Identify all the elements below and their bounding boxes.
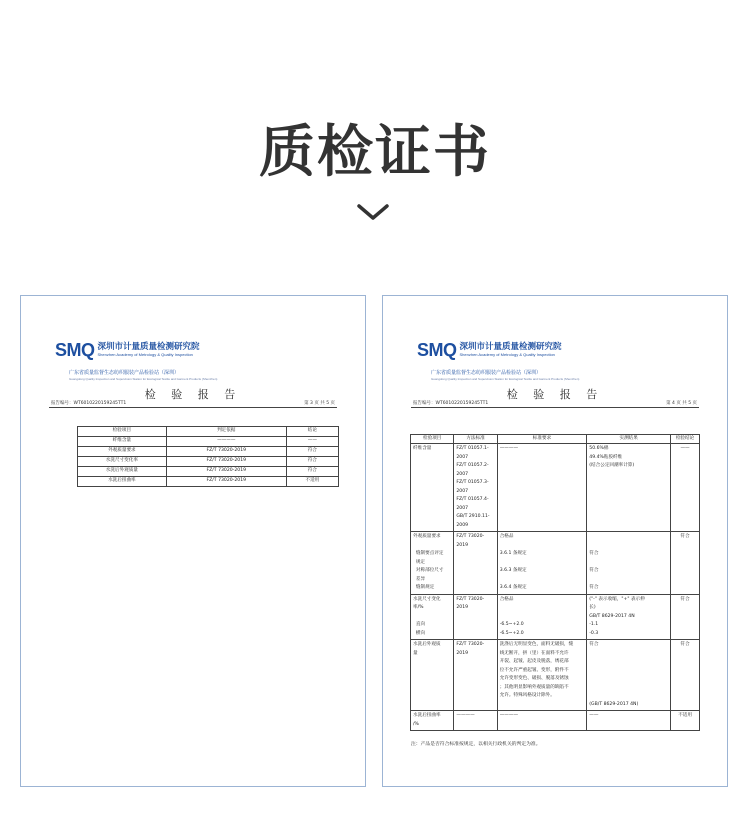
table-cell: FZ/T 01057.1- 2007 FZ/T 01057.2- 2007 FZ/T 01057.3- 2007 FZ/T 01057.4- 2007 GB/T 2910.11- 2009 (454, 444, 497, 532)
table-cell: 符合 (286, 457, 338, 467)
results-table (77, 426, 339, 487)
table-cell: 符合 (GB/T 8629-2017 4N) (587, 640, 671, 711)
table-cell: —— (671, 444, 700, 532)
table-header: 实测结果 (587, 435, 671, 444)
table-header: 检验项目 (411, 435, 454, 444)
table-cell: FZ/T 73020-2019 (166, 467, 286, 477)
table-cell: 符合 (286, 467, 338, 477)
results-table (410, 434, 700, 731)
station-name: 广东省质量监督生态纺织服装产品检验站（深圳） (431, 370, 542, 376)
table-cell: 合格品 -6.5~+2.0 -6.5~+2.0 (497, 594, 587, 640)
table-cell: 符合 (671, 532, 700, 595)
table-row (78, 457, 339, 467)
report-title: 检 验 报 告 (144, 388, 242, 401)
table-cell: FZ/T 73020-2019 (166, 477, 286, 487)
certificate-page-4[interactable] (382, 295, 728, 787)
table-cell: ———— (454, 711, 497, 731)
table-cell: 符合 (286, 447, 338, 457)
table-cell: FZ/T 73020- 2019 (454, 640, 497, 711)
institute-name-en: Shenzhen Academy of Metrology & Quality Inspection (459, 351, 555, 357)
table-cell: 50.6%棉 49.4%粘胶纤维 (结合公定回潮率计算) (587, 444, 671, 532)
table-cell: FZ/T 73020- 2019 (454, 594, 497, 640)
station-name-en: Guangdong Quality Inspection and Supervision Station for Ecological Textile and Garment Products (Shenzhen) (69, 377, 218, 381)
station-name-en: Guangdong Quality Inspection and Supervision Station for Ecological Textile and Garment Products (Shenzhen) (431, 377, 580, 381)
report-title: 检 验 报 告 (506, 388, 604, 401)
table-cell: ———— (166, 437, 286, 447)
table-header: 检验结论 (671, 435, 700, 444)
report-number: 报告编号：WT6010220159245TT1 (413, 401, 489, 406)
table-cell: 纤维含量 (78, 437, 167, 447)
institute-logo (55, 338, 200, 362)
report-note: 注：产品是否符合标准按规定，以相关行政机关的判定为准。 (411, 742, 541, 747)
table-row (78, 437, 339, 447)
table-cell: 不适用 (286, 477, 338, 487)
station-name: 广东省质量监督生态纺织服装产品检验站（深圳） (69, 370, 180, 376)
table-cell: 外观质量要求 缝制要点评定 规定 对称部位尺寸 差异 缝制规定 (411, 532, 454, 595)
table-cell: 水洗尺寸变化 率/% 直向 横向 (411, 594, 454, 640)
table-cell: ("-" 表示收缩，"+" 表示伸 长) GB/T 8629-2017 4N -1.1 -0.3 (587, 594, 671, 640)
chevron-down-icon[interactable] (355, 200, 391, 224)
table-cell: 不适用 (671, 711, 700, 731)
table-cell: ———— (497, 444, 587, 532)
table-cell: 符合 (671, 594, 700, 640)
station-header (69, 370, 217, 382)
page-number: 第 3 页 共 5 页 (304, 401, 335, 406)
table-row (411, 532, 700, 595)
table-cell: 合格品 3.6.1 条规定 3.6.3 条规定 3.6.4 条规定 (497, 532, 587, 595)
table-row (411, 711, 700, 731)
page-number: 第 4 页 共 5 页 (666, 401, 697, 406)
certificate-page-3[interactable] (20, 295, 366, 787)
table-header: 标准要求 (497, 435, 587, 444)
report-number: 报告编号：WT6010220159245TT1 (51, 401, 127, 406)
table-cell: 纤维含量 (411, 444, 454, 532)
table-header: 方法标准 (454, 435, 497, 444)
institute-name-en: Shenzhen Academy of Metrology & Quality Inspection (97, 351, 193, 357)
table-cell: —— (587, 711, 671, 731)
table-cell: —— (286, 437, 338, 447)
table-row (78, 467, 339, 477)
table-cell: 外观质量要求 (78, 447, 167, 457)
table-header: 结论 (286, 427, 338, 437)
table-row (78, 447, 339, 457)
institute-name: 深圳市计量质量检测研究院 (459, 342, 562, 353)
table-cell: 水洗尺寸变化率 (78, 457, 167, 467)
institute-logo (417, 338, 562, 362)
table-row (411, 594, 700, 640)
table-cell: 水洗后扭曲率 /% (411, 711, 454, 731)
table-row (411, 444, 700, 532)
smq-logo-mark: SMQ (417, 339, 457, 360)
smq-logo-mark: SMQ (55, 339, 95, 360)
table-cell: 符合 符合 符合 (587, 532, 671, 595)
table-row (411, 640, 700, 711)
table-header: 检验项目 (78, 427, 167, 437)
table-cell: FZ/T 73020-2019 (166, 457, 286, 467)
header-divider (411, 407, 699, 408)
table-cell: 符合 (671, 640, 700, 711)
station-header (431, 370, 579, 382)
table-row (78, 477, 339, 487)
table-cell: ———— (497, 711, 587, 731)
table-cell: 洗涤后无明显变色，面料无破损，缝 线无断开，拼（里）在面料不允许 开裂、起皱、起皮及脱落，绣花部 位不允许严重起皱、变形，附件不 允许变形变色、破损、脱落及锈蚀 ；其他明显影响外观质量的缺陷不 允许。特殊风格设计除外。 (497, 640, 587, 711)
header-divider (49, 407, 337, 408)
page-heading: 质检证书 (259, 120, 491, 185)
table-cell: FZ/T 73020- 2019 (454, 532, 497, 595)
table-cell: 水洗后外观质量 (78, 467, 167, 477)
table-cell: FZ/T 73020-2019 (166, 447, 286, 457)
table-cell: 水洗后扭曲率 (78, 477, 167, 487)
table-header: 判定依据 (166, 427, 286, 437)
institute-name: 深圳市计量质量检测研究院 (97, 342, 200, 353)
table-cell: 水洗后外观质 量 (411, 640, 454, 711)
